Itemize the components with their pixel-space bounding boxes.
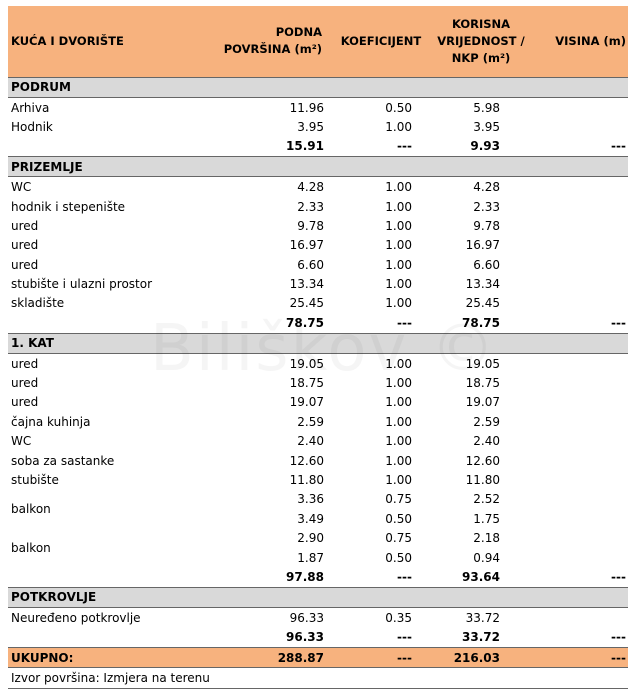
room-coefficient: 1.00 (385, 119, 412, 134)
table-row (8, 470, 628, 489)
room-height (532, 509, 628, 528)
room-height (532, 177, 628, 197)
room-usable-value: 12.60 (465, 453, 500, 468)
room-usable-value: 2.18 (473, 531, 500, 546)
subtotal-coefficient: --- (332, 137, 430, 157)
total-height: --- (532, 647, 628, 667)
room-coefficient: 1.00 (385, 180, 412, 195)
table-row (8, 393, 628, 412)
room-area: 4.28 (297, 180, 324, 195)
subtotal-coefficient: --- (332, 567, 430, 587)
header-floor-area (212, 6, 332, 77)
subtotal-row (8, 627, 628, 647)
room-usable-value: 18.75 (465, 376, 500, 391)
table-row (8, 373, 628, 392)
room-height (532, 216, 628, 235)
room-height (532, 608, 628, 628)
header-usable-value (430, 6, 532, 77)
total-area: 288.87 (212, 647, 332, 667)
room-height (532, 373, 628, 392)
subtotal-row (8, 567, 628, 587)
room-height (532, 197, 628, 216)
room-usable-value: 25.45 (465, 296, 500, 311)
room-usable-value: 16.97 (465, 238, 500, 253)
room-height (532, 97, 628, 117)
room-area: 96.33 (289, 610, 324, 625)
room-usable-value: 6.60 (473, 257, 500, 272)
room-usable-value: 19.05 (465, 356, 500, 371)
subtotal-label (8, 137, 212, 157)
room-name: ured (11, 376, 39, 391)
subtotal-area: 15.91 (212, 137, 332, 157)
room-area: 9.78 (297, 218, 324, 233)
room-name: WC (11, 180, 32, 195)
subtotal-usable-value: 93.64 (430, 567, 532, 587)
room-coefficient: 1.00 (385, 414, 412, 429)
room-usable-value: 2.59 (473, 414, 500, 429)
room-area: 6.60 (297, 257, 324, 272)
room-height (532, 470, 628, 489)
header-usable-value-line2: VRIJEDNOST / (437, 33, 525, 48)
room-area: 2.59 (297, 414, 324, 429)
table-row (8, 608, 628, 628)
total-coefficient: --- (332, 647, 430, 667)
room-usable-value: 9.78 (473, 218, 500, 233)
room-coefficient: 1.00 (385, 395, 412, 410)
section-header-row (8, 333, 628, 353)
table-row (8, 294, 628, 313)
section-title: POTKROVLJE (8, 587, 628, 607)
room-area: 16.97 (289, 238, 324, 253)
room-area: 19.05 (289, 356, 324, 371)
subtotal-usable-value: 78.75 (430, 313, 532, 333)
room-usable-value: 3.95 (473, 119, 500, 134)
room-height (532, 548, 628, 567)
total-row (8, 647, 628, 667)
table-header (8, 6, 628, 77)
subtotal-area: 78.75 (212, 313, 332, 333)
section-title: 1. KAT (8, 333, 628, 353)
subtotal-area: 96.33 (212, 627, 332, 647)
room-height (532, 432, 628, 451)
table-row (8, 197, 628, 216)
room-height (532, 451, 628, 470)
room-height (532, 412, 628, 431)
subtotal-row (8, 313, 628, 333)
room-area: 13.34 (289, 277, 324, 292)
header-house-yard: KUĆA I DVORIŠTE (8, 6, 212, 77)
table-row (8, 274, 628, 293)
room-coefficient: 1.00 (385, 238, 412, 253)
room-area: 3.49 (297, 511, 324, 526)
table-row (8, 353, 628, 373)
room-area: 11.96 (289, 100, 324, 115)
room-height (532, 117, 628, 136)
room-height (532, 236, 628, 255)
room-usable-value: 2.33 (473, 199, 500, 214)
header-floor-area-line2: POVRŠINA (m²) (223, 42, 322, 57)
room-area: 1.87 (297, 550, 324, 565)
subtotal-row (8, 137, 628, 157)
header-usable-value-line1: KORISNA (451, 16, 511, 31)
room-coefficient: 1.00 (385, 199, 412, 214)
room-area: 11.80 (289, 473, 324, 487)
header-coefficient: KOEFICIJENT (332, 6, 430, 77)
header-height: VISINA (m) (532, 6, 628, 77)
room-usable-value: 5.98 (473, 100, 500, 115)
room-height (532, 353, 628, 373)
room-area: 18.75 (289, 376, 324, 391)
table-row (8, 177, 628, 197)
room-name: ured (11, 395, 39, 410)
room-coefficient: 1.00 (385, 277, 412, 292)
header-floor-area-line1: PODNA (275, 25, 322, 40)
table-row (8, 117, 628, 136)
room-area: 12.60 (289, 453, 324, 468)
room-name: ured (11, 356, 39, 371)
area-table (8, 6, 628, 689)
total-usable-value: 216.03 (430, 647, 532, 667)
room-name: Arhiva (11, 100, 50, 115)
room-area: 2.90 (297, 531, 324, 546)
room-coefficient: 1.00 (385, 296, 412, 311)
subtotal-label (8, 567, 212, 587)
room-coefficient: 1.00 (385, 218, 412, 233)
table-row (8, 97, 628, 117)
room-usable-value: 33.72 (465, 610, 500, 625)
source-note: Izvor površina: Izmjera na terenu (8, 668, 628, 688)
room-height (532, 255, 628, 274)
room-area: 3.36 (297, 492, 324, 507)
room-coefficient: 0.35 (385, 610, 412, 625)
room-coefficient: 0.75 (385, 531, 412, 546)
table-row (8, 451, 628, 470)
subtotal-height: --- (532, 137, 628, 157)
subtotal-usable-value: 9.93 (430, 137, 532, 157)
subtotal-coefficient: --- (332, 313, 430, 333)
source-row (8, 668, 628, 688)
subtotal-label (8, 627, 212, 647)
room-area: 2.33 (297, 199, 324, 214)
room-name: skladište (11, 296, 65, 311)
room-coefficient: 1.00 (385, 356, 412, 371)
room-usable-value: 13.34 (465, 277, 500, 292)
section-header-row (8, 587, 628, 607)
subtotal-label (8, 313, 212, 333)
room-name: ured (11, 257, 39, 272)
table-body (8, 77, 628, 688)
table-row (8, 236, 628, 255)
header-usable-value-line3: NKP (m²) (451, 50, 511, 65)
room-name: Hodnik (11, 119, 53, 134)
table-row (8, 432, 628, 451)
room-height (532, 490, 628, 509)
total-label: UKUPNO: (8, 647, 212, 667)
room-coefficient: 1.00 (385, 473, 412, 487)
table-row (8, 490, 628, 509)
room-name: WC (11, 434, 32, 449)
room-coefficient: 0.50 (385, 511, 412, 526)
room-usable-value: 1.75 (473, 511, 500, 526)
room-name: balkon (11, 502, 51, 517)
section-header-row (8, 77, 628, 97)
subtotal-height: --- (532, 313, 628, 333)
room-usable-value: 4.28 (473, 180, 500, 195)
room-usable-value: 2.40 (473, 434, 500, 449)
room-coefficient: 0.50 (385, 550, 412, 565)
subtotal-height: --- (532, 567, 628, 587)
room-usable-value: 0.94 (473, 550, 500, 565)
room-name: hodnik i stepenište (11, 199, 126, 214)
room-name: stubište i ulazni prostor (11, 277, 153, 292)
room-height (532, 294, 628, 313)
area-table-container (8, 6, 628, 689)
subtotal-coefficient: --- (332, 627, 430, 647)
room-name: Neuređeno potkrovlje (11, 610, 141, 625)
room-height (532, 274, 628, 293)
room-height (532, 393, 628, 412)
table-row (8, 255, 628, 274)
table-row (8, 528, 628, 547)
room-name: soba za sastanke (11, 453, 115, 468)
subtotal-area: 97.88 (212, 567, 332, 587)
room-area: 2.40 (297, 434, 324, 449)
room-name: ured (11, 218, 39, 233)
room-coefficient: 1.00 (385, 376, 412, 391)
room-name: čajna kuhinja (11, 414, 91, 429)
section-header-row (8, 157, 628, 177)
room-name: ured (11, 238, 39, 253)
room-usable-value: 19.07 (465, 395, 500, 410)
room-height (532, 528, 628, 547)
room-name: stubište (11, 473, 59, 487)
table-row (8, 412, 628, 431)
room-coefficient: 0.75 (385, 492, 412, 507)
room-area: 25.45 (289, 296, 324, 311)
room-area: 3.95 (297, 119, 324, 134)
room-usable-value: 11.80 (465, 473, 500, 487)
room-coefficient: 1.00 (385, 257, 412, 272)
room-name: balkon (11, 540, 51, 555)
section-title: PODRUM (8, 77, 628, 97)
section-title: PRIZEMLJE (8, 157, 628, 177)
room-area: 19.07 (289, 395, 324, 410)
room-usable-value: 2.52 (473, 492, 500, 507)
table-row (8, 216, 628, 235)
room-coefficient: 1.00 (385, 453, 412, 468)
room-coefficient: 1.00 (385, 434, 412, 449)
subtotal-usable-value: 33.72 (430, 627, 532, 647)
room-coefficient: 0.50 (385, 100, 412, 115)
subtotal-height: --- (532, 627, 628, 647)
